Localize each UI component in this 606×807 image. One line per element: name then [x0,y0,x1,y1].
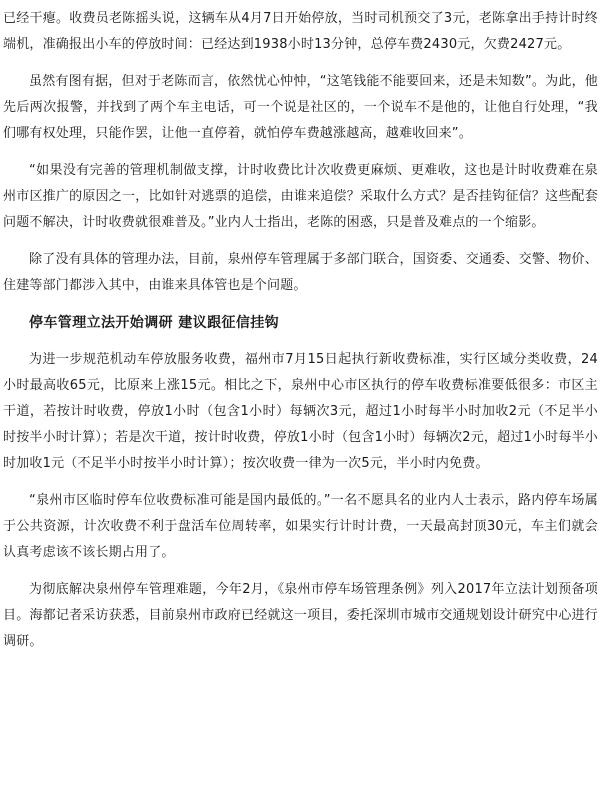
paragraph-1: 已经干瘪。收费员老陈摇头说，这辆车从4月7日开始停放，当时司机预交了3元，老陈拿出手持计时终端机，准确报出小车的停放时间：已经达到1938小时13分钟，总停车费2430元，欠费2427元。 [3,11,598,52]
paragraph-6: “泉州市区临时停车位收费标准可能是国内最低的。”一名不愿具名的业内人士表示，路内停车场属于公共资源，计次收费不利于盘活车位周转率，如果实行计时计费，一天最高封顶30元，车主们就会认真考虑该不该长期占用了。 [3,493,598,560]
paragraph-7: 为彻底解决泉州停车管理难题，今年2月，《泉州市停车场管理条例》列入2017年立法计划预备项目。海都记者采访获悉，目前泉州市政府已经就这一项目，委托深圳市城市交通规划设计研究中心进行调研。 [3,582,598,649]
section-heading: 停车管理立法开始调研 建议跟征信挂钩 [29,315,280,331]
paragraph-2: 虽然有图有据，但对于老陈而言，依然忧心忡忡，“这笔钱能不能要回来，还是未知数”。为此，他先后两次报警，并找到了两个车主电话，可一个说是社区的，一个说车不是他的，让他自行处理，“我们哪有权处理，只能作罢，让他一直停着，就怕停车费越涨越高，越难收回来”。 [3,74,598,141]
paragraph-3: “如果没有完善的管理机制做支撑，计时收费比计次收费更麻烦、更难收，这也是计时收费难在泉州市区推广的原因之一，比如针对逃票的追偿，由谁来追偿？采取什么方式？是否挂钩征信？这些配套问题不解决，计时收费就很难普及。”业内人士指出，老陈的困惑，只是普及难点的一个缩影。 [3,163,598,230]
paragraph-4: 除了没有具体的管理办法，目前，泉州停车管理属于多部门联合，国资委、交通委、交警、物价、住建等部门都涉入其中，由谁来具体管也是个问题。 [3,252,598,293]
paragraph-5: 为进一步规范机动车停放服务收费，福州市7月15日起执行新收费标准，实行区域分类收费，24小时最高收65元，比原来上涨15元。相比之下，泉州中心市区执行的停车收费标准要低很多：市区主干道，若按计时收费，停放1小时（包含1小时）每辆次3元，超过1小时每半小时加收2元（不足半小时按半小时计算）；若是次干道，按计时收费，停放1小时（包含1小时）每辆次2元，超过1小时每半小时加收1元（不足半小时按半小时计算）；按次收费一律为一次5元，半小时内免费。 [3,352,598,471]
